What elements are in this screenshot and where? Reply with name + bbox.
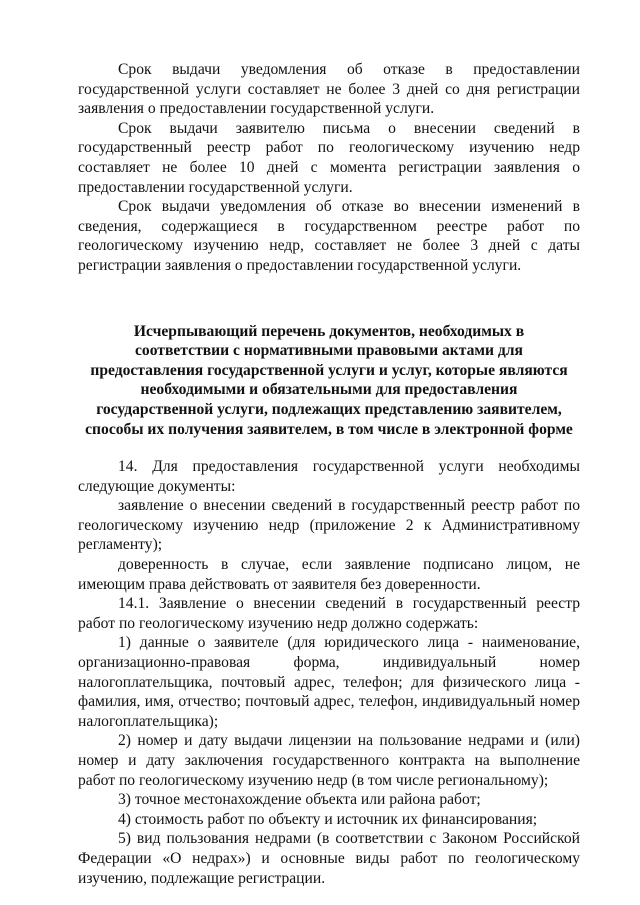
paragraph-item-14: 14. Для предоставления государственной услуги необходимы следующие документы: xyxy=(78,458,580,495)
paragraph-application: заявление о внесении сведений в государственный реестр работ по геологическому изучению недр (приложение 2 к Административному регламенту); xyxy=(78,497,580,554)
list-item-subsoil-use-type: 5) вид пользования недрами (в соответствии с Законом Российской Федерации «О недрах») и основные виды работ по геологическому изучению, подлежащие регистрации. xyxy=(78,830,580,887)
paragraph-change-refusal-term: Срок выдачи уведомления об отказе во внесении изменений в сведения, содержащиеся в государственном реестре работ по геологическому изучению недр, составляет не более 3 дней с даты регистрации заявления о предоставлении государственной услуги. xyxy=(78,198,580,274)
heading-line: способы их получения заявителем, в том числе в электронной форме xyxy=(85,420,573,438)
heading-line: Исчерпывающий перечень документов, необходимых в xyxy=(133,322,525,340)
paragraph-letter-term: Срок выдачи заявителю письма о внесении сведений в государственный реестр работ по геологическому изучению недр составляет не более 10 дней с момента регистрации заявления о предоставлении государственной услуги. xyxy=(78,119,580,196)
paragraph-item-14-1: 14.1. Заявление о внесении сведений в государственный реестр работ по геологическому изучению недр должно содержать: xyxy=(78,595,580,632)
paragraph-refusal-notice-term: Срок выдачи уведомления об отказе в предоставлении государственной услуги составляет не более 3 дней со дня регистрации заявления о предоставлении государственной услуги. xyxy=(78,61,580,118)
list-item-license-number: 2) номер и дату выдачи лицензии на пользование недрами и (или) номер и дату заключения государственного контракта на выполнение работ по геологическому изучению недр (в том числе региональному); xyxy=(78,732,580,789)
list-item-location: 3) точное местонахождение объекта или района работ; xyxy=(118,791,481,809)
document-content xyxy=(78,60,580,888)
section-heading xyxy=(78,322,580,440)
list-item-cost: 4) стоимость работ по объекту и источник их финансирования; xyxy=(118,810,538,828)
heading-line: соответствии с нормативными правовыми актами для xyxy=(135,342,523,360)
list-item-applicant-data: 1) данные о заявителе (для юридического лица - наименование, организационно-правовая форма, индивидуальный номер налогоплательщика, почтовый адрес, телефон; для физического лица - фамилия, имя, отчество; почтовый адрес, телефон, индивидуальный номер налогоплательщика); xyxy=(78,634,580,730)
heading-line: необходимыми и обязательными для предоставления xyxy=(140,381,518,399)
heading-line: предоставления государственной услуги и услуг, которые являются xyxy=(90,361,568,379)
heading-line: государственной услуги, подлежащих представлению заявителем, xyxy=(96,400,562,418)
paragraph-power-of-attorney: доверенность в случае, если заявление подписано лицом, не имеющим права действовать от заявителя без доверенности. xyxy=(78,556,580,593)
